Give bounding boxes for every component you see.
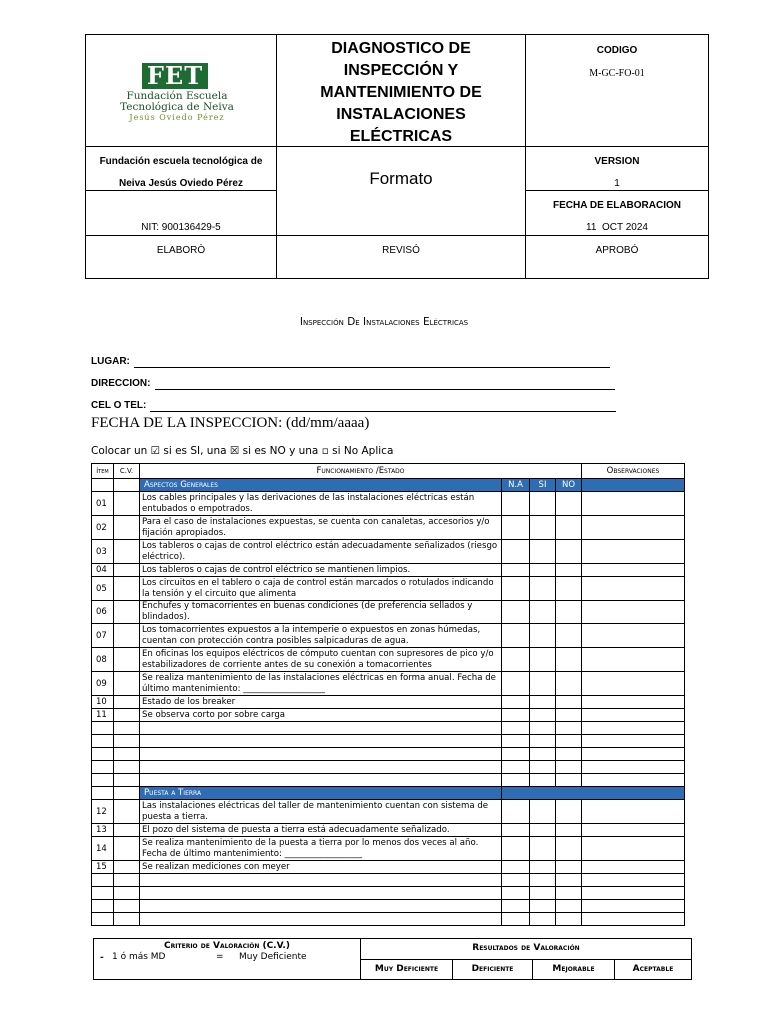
table-row <box>92 824 685 837</box>
table-row <box>92 696 685 709</box>
col-no-header: NO <box>556 479 582 492</box>
fet-logo <box>90 39 256 139</box>
observaciones-cell[interactable] <box>582 861 685 874</box>
cv-cell[interactable] <box>114 516 140 540</box>
col-si-header: SI <box>530 479 556 492</box>
observaciones-cell[interactable] <box>582 577 685 601</box>
observaciones-cell[interactable] <box>582 837 685 861</box>
empty-row <box>92 887 685 900</box>
table-row <box>92 601 685 624</box>
si-checkbox-cell[interactable] <box>530 800 556 824</box>
item-description: Enchufes y tomacorrientes en buenas condiciones (de preferencia sellados y blindados). <box>140 601 502 624</box>
item-description: Se observa corto por sobre carga <box>140 709 502 722</box>
criterio-title: Criterio de Valoración (C.V.) <box>164 941 290 951</box>
item-description: Los tomacorrientes expuestos a la intemperie o expuestos en zonas húmedas, cuentan con protección contra posibles salpicaduras de agua. <box>140 624 502 648</box>
fecha-elaboracion-value: 11 OCT 2024 <box>586 222 648 233</box>
na-checkbox-cell[interactable] <box>502 696 530 709</box>
na-checkbox-cell[interactable] <box>502 837 530 861</box>
observaciones-cell[interactable] <box>582 516 685 540</box>
cv-cell[interactable] <box>114 709 140 722</box>
item-number: 02 <box>92 516 114 540</box>
item-description: Los circuitos en el tablero o caja de control están marcados o rotulados indicando la tensión y el circuito que alimenta <box>140 577 502 601</box>
table-row <box>92 577 685 601</box>
item-description: El pozo del sistema de puesta a tierra está adecuadamente señalizado. <box>140 824 502 837</box>
aprobo-label: APROBÓ <box>595 245 639 256</box>
na-checkbox-cell[interactable] <box>502 564 530 577</box>
result-deficiente: Deficiente <box>471 964 514 974</box>
item-description: Para el caso de instalaciones expuestas, se cuenta con canaletas, accesorios y/o fijación apropiados. <box>140 516 502 540</box>
empty-row <box>92 735 685 748</box>
cv-cell[interactable] <box>114 648 140 672</box>
na-checkbox-cell[interactable] <box>502 540 530 564</box>
si-checkbox-cell[interactable] <box>530 516 556 540</box>
codigo-value: M-GC-FO-01 <box>589 68 645 79</box>
si-checkbox-cell[interactable] <box>530 492 556 516</box>
logo-text-line1: Fundación Escuela <box>126 90 228 102</box>
section-aspectos-generales <box>92 479 685 492</box>
si-checkbox-cell[interactable] <box>530 601 556 624</box>
table-row <box>92 837 685 861</box>
no-checkbox-cell[interactable] <box>556 648 582 672</box>
observaciones-cell[interactable] <box>582 601 685 624</box>
valoracion-box <box>93 938 692 980</box>
lugar-label: LUGAR: <box>91 356 130 367</box>
observaciones-cell[interactable] <box>582 696 685 709</box>
si-checkbox-cell[interactable] <box>530 672 556 696</box>
cv-cell[interactable] <box>114 492 140 516</box>
no-checkbox-cell[interactable] <box>556 672 582 696</box>
item-description: Estado de los breaker <box>140 696 502 709</box>
result-muy-deficiente: Muy Deficiente <box>374 964 439 974</box>
item-number: 05 <box>92 577 114 601</box>
table-row <box>92 672 685 696</box>
direccion-input-line[interactable] <box>155 389 615 390</box>
si-checkbox-cell[interactable] <box>530 861 556 874</box>
cel-input-line[interactable] <box>150 411 616 412</box>
document-title: DIAGNOSTICO DE INSPECCIÓN Y MANTENIMIENTO DE INSTALACIONES ELÉCTRICAS <box>320 40 482 145</box>
no-checkbox-cell[interactable] <box>556 624 582 648</box>
cv-cell[interactable] <box>114 824 140 837</box>
item-number: 13 <box>92 824 114 837</box>
cv-cell[interactable] <box>114 837 140 861</box>
table-row <box>92 648 685 672</box>
observaciones-cell[interactable] <box>582 624 685 648</box>
col-item-header: Ítem <box>92 464 114 479</box>
organization-line2: Neiva Jesús Oviedo Pérez <box>119 178 243 189</box>
no-checkbox-cell[interactable] <box>556 540 582 564</box>
empty-row <box>92 900 685 913</box>
na-checkbox-cell[interactable] <box>502 672 530 696</box>
fet-logo-mark: FET <box>142 63 208 89</box>
cv-cell[interactable] <box>114 800 140 824</box>
empty-row <box>92 913 685 926</box>
direccion-label: DIRECCION: <box>91 378 151 389</box>
na-checkbox-cell[interactable] <box>502 800 530 824</box>
criterio-range: 1 ó más MD <box>112 952 166 962</box>
cv-cell[interactable] <box>114 861 140 874</box>
no-checkbox-cell[interactable] <box>556 564 582 577</box>
na-checkbox-cell[interactable] <box>502 516 530 540</box>
result-mejorable: Mejorable <box>552 964 595 974</box>
si-checkbox-cell[interactable] <box>530 709 556 722</box>
table-row <box>92 516 685 540</box>
cv-cell[interactable] <box>114 564 140 577</box>
criterio-label: Muy Deficiente <box>239 952 307 962</box>
table-header-row <box>92 464 685 479</box>
version-label: VERSION <box>594 156 640 167</box>
codigo-label: CODIGO <box>596 45 638 56</box>
fecha-inspeccion-label: FECHA DE LA INSPECCION: (dd/mm/aaaa) <box>91 415 370 431</box>
section-title: Inspección De Instalaciones Eléctricas <box>299 316 469 328</box>
logo-text-line3: Jesús Oviedo Pérez <box>129 113 225 122</box>
item-number: 10 <box>92 696 114 709</box>
no-checkbox-cell[interactable] <box>556 516 582 540</box>
instructions-text: Colocar un ☑ si es SI, una ☒ si es NO y una ▫ si No Aplica <box>91 445 394 457</box>
cv-cell[interactable] <box>114 696 140 709</box>
observaciones-cell[interactable] <box>582 492 685 516</box>
na-checkbox-cell[interactable] <box>502 492 530 516</box>
si-checkbox-cell[interactable] <box>530 837 556 861</box>
table-row <box>92 800 685 824</box>
observaciones-cell[interactable] <box>582 824 685 837</box>
no-checkbox-cell[interactable] <box>556 837 582 861</box>
no-checkbox-cell[interactable] <box>556 861 582 874</box>
col-obs-header: Observaciones <box>582 464 685 479</box>
item-number: 09 <box>92 672 114 696</box>
cv-cell[interactable] <box>114 672 140 696</box>
item-description: En oficinas los equipos eléctricos de cómputo cuentan con supresores de pico y/o estabilizadores de corriente antes de su conexión a tomacorrientes <box>140 648 502 672</box>
section-aspectos-generales-title: Aspectos Generales <box>140 479 502 492</box>
item-number: 12 <box>92 800 114 824</box>
observaciones-cell[interactable] <box>582 564 685 577</box>
item-number: 03 <box>92 540 114 564</box>
no-checkbox-cell[interactable] <box>556 800 582 824</box>
na-checkbox-cell[interactable] <box>502 577 530 601</box>
criterio-dash: - <box>100 953 104 963</box>
empty-row <box>92 774 685 787</box>
table-row <box>92 564 685 577</box>
empty-row <box>92 874 685 887</box>
no-checkbox-cell[interactable] <box>556 824 582 837</box>
table-row <box>92 709 685 722</box>
resultados-title: Resultados de Valoración <box>472 943 580 953</box>
criterio-equals: = <box>216 952 224 962</box>
version-value: 1 <box>614 178 620 189</box>
item-description: Se realiza mantenimiento de las instalaciones eléctricas en forma anual. Fecha de último mantenimiento: ___________________ <box>140 672 502 696</box>
table-row <box>92 492 685 516</box>
table-row <box>92 861 685 874</box>
item-number: 06 <box>92 601 114 624</box>
table-row <box>92 540 685 564</box>
item-number: 01 <box>92 492 114 516</box>
reviso-label: REVISÓ <box>382 245 420 256</box>
item-number: 08 <box>92 648 114 672</box>
fecha-elaboracion-label: FECHA DE ELABORACION <box>553 200 681 211</box>
item-number: 07 <box>92 624 114 648</box>
empty-row <box>92 761 685 774</box>
item-description: Se realizan mediciones con meyer <box>140 861 502 874</box>
empty-row <box>92 748 685 761</box>
cv-cell[interactable] <box>114 624 140 648</box>
nit-value: NIT: 900136429-5 <box>141 222 221 233</box>
col-cv-header: C.V. <box>114 464 140 479</box>
item-description: Se realiza mantenimiento de la puesta a tierra por lo menos dos veces al año. Fecha de último mantenimiento: __________________ <box>140 837 502 861</box>
no-checkbox-cell[interactable] <box>556 709 582 722</box>
cv-cell[interactable] <box>114 601 140 624</box>
observaciones-cell[interactable] <box>582 648 685 672</box>
logo-text-line2: Tecnológica de Neiva <box>120 101 234 113</box>
na-checkbox-cell[interactable] <box>502 601 530 624</box>
si-checkbox-cell[interactable] <box>530 564 556 577</box>
no-checkbox-cell[interactable] <box>556 492 582 516</box>
no-checkbox-cell[interactable] <box>556 577 582 601</box>
si-checkbox-cell[interactable] <box>530 696 556 709</box>
no-checkbox-cell[interactable] <box>556 601 582 624</box>
empty-row <box>92 722 685 735</box>
cel-label: CEL O TEL: <box>91 400 147 411</box>
elaboro-label: ELABORÒ <box>156 245 206 256</box>
item-description: Los tableros o cajas de control eléctrico están adecuadamente señalizados (riesgo eléctrico). <box>140 540 502 564</box>
item-description: Los cables principales y las derivaciones de las instalaciones eléctricas están entubados o empotrados. <box>140 492 502 516</box>
item-description: Los tableros o cajas de control eléctrico se mantienen limpios. <box>140 564 502 577</box>
si-checkbox-cell[interactable] <box>530 648 556 672</box>
observaciones-cell[interactable] <box>582 800 685 824</box>
table-row <box>92 624 685 648</box>
na-checkbox-cell[interactable] <box>502 709 530 722</box>
no-checkbox-cell[interactable] <box>556 696 582 709</box>
cv-cell[interactable] <box>114 540 140 564</box>
section-puesta-tierra-title: Puesta a Tierra <box>140 787 502 800</box>
organization-line1: Fundación escuela tecnológica de <box>99 156 263 167</box>
na-checkbox-cell[interactable] <box>502 824 530 837</box>
item-number: 04 <box>92 564 114 577</box>
item-number: 14 <box>92 837 114 861</box>
item-number: 15 <box>92 861 114 874</box>
document-header <box>85 34 709 279</box>
item-number: 11 <box>92 709 114 722</box>
result-aceptable: Aceptable <box>632 964 674 974</box>
si-checkbox-cell[interactable] <box>530 540 556 564</box>
col-func-header: Funcionamiento /Estado <box>140 464 582 479</box>
observaciones-cell[interactable] <box>582 540 685 564</box>
si-checkbox-cell[interactable] <box>530 624 556 648</box>
observaciones-cell[interactable] <box>582 672 685 696</box>
col-na-header: N.A <box>502 479 530 492</box>
si-checkbox-cell[interactable] <box>530 577 556 601</box>
item-description: Las instalaciones eléctricas del taller de mantenimiento cuentan con sistema de puesta a tierra. <box>140 800 502 824</box>
si-checkbox-cell[interactable] <box>530 824 556 837</box>
cv-cell[interactable] <box>114 577 140 601</box>
inspection-table <box>91 463 685 926</box>
formato-label: Formato <box>369 169 433 188</box>
na-checkbox-cell[interactable] <box>502 648 530 672</box>
lugar-input-line[interactable] <box>134 367 610 368</box>
na-checkbox-cell[interactable] <box>502 624 530 648</box>
na-checkbox-cell[interactable] <box>502 861 530 874</box>
observaciones-cell[interactable] <box>582 709 685 722</box>
section-puesta-tierra <box>92 787 685 800</box>
